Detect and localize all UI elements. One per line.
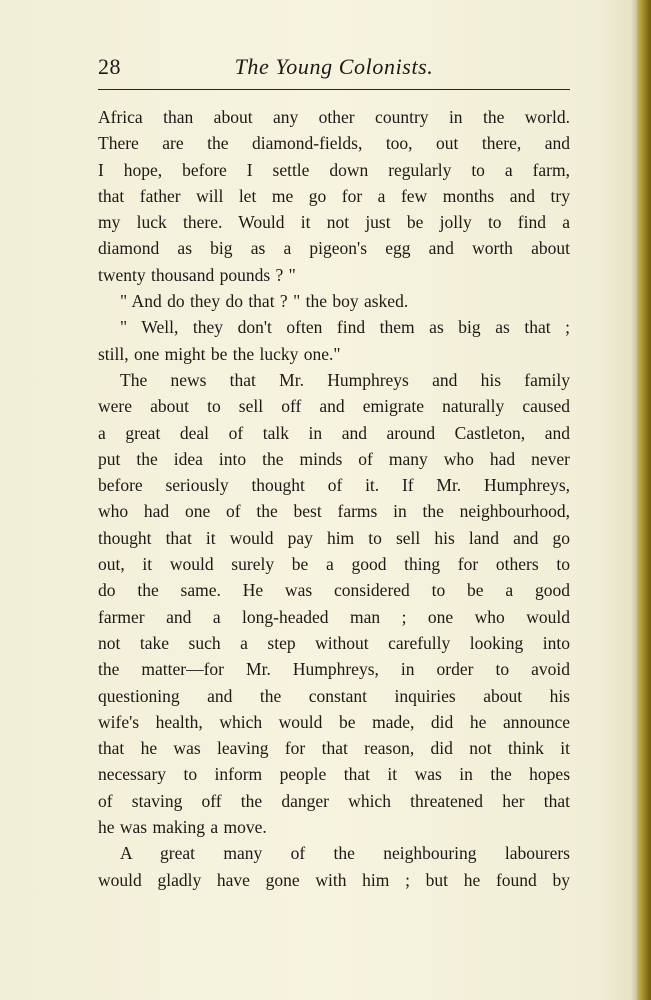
- text-line: The news that Mr. Humphreys and his family: [120, 369, 570, 390]
- text-line: " Well, they don't often find them as big as that ;: [120, 317, 570, 338]
- text-line: There are the diamond-fields, too, out there, and: [98, 133, 570, 154]
- text-line: who had one of the best farms in the neighbourhood,: [98, 501, 570, 522]
- text-line: that father will let me go for a few months and try: [98, 185, 570, 206]
- text-line: do the same. He was considered to be a good: [98, 580, 570, 601]
- text-line: would gladly have gone with him ; but he found by: [98, 869, 570, 890]
- header-rule: [98, 89, 570, 90]
- page-number: 28: [98, 54, 121, 79]
- book-spine: [637, 0, 651, 1000]
- text-line: I hope, before I settle down regularly to a farm,: [98, 159, 570, 180]
- text-line: diamond as big as a pigeon's egg and worth about: [98, 238, 570, 259]
- text-line: before seriously thought of it. If Mr. Humphreys,: [98, 475, 570, 496]
- text-line: " And do they do that ? " the boy asked.: [120, 291, 409, 312]
- text-line: out, it would surely be a good thing for others to: [98, 554, 570, 575]
- page-header: [98, 50, 570, 84]
- text-line: thought that it would pay him to sell his land and go: [98, 527, 570, 548]
- body-text: [98, 104, 570, 893]
- text-line: a great deal of talk in and around Castleton, and: [98, 422, 570, 443]
- text-line: wife's health, which would be made, did he announce: [98, 711, 570, 732]
- text-line: still, one might be the lucky one.": [98, 343, 341, 364]
- text-line: he was making a move.: [98, 817, 267, 838]
- text-line: of staving off the danger which threatened her that: [98, 790, 570, 811]
- text-line: were about to sell off and emigrate naturally caused: [98, 396, 570, 417]
- text-line: questioning and the constant inquiries about his: [98, 685, 570, 706]
- text-line: put the idea into the minds of many who had never: [98, 448, 570, 469]
- text-line: A great many of the neighbouring labourers: [120, 843, 570, 864]
- text-line: farmer and a long-headed man ; one who would: [98, 606, 570, 627]
- text-line: the matter—for Mr. Humphreys, in order to avoid: [98, 659, 570, 680]
- text-line: my luck there. Would it not just be jolly to find a: [98, 212, 570, 233]
- text-line: not take such a step without carefully looking into: [98, 632, 570, 653]
- text-line: Africa than about any other country in the world.: [98, 107, 570, 127]
- text-line: twenty thousand pounds ? ": [98, 264, 296, 285]
- text-line: that he was leaving for that reason, did not think it: [98, 738, 570, 759]
- text-line: necessary to inform people that it was in the hopes: [98, 764, 570, 785]
- running-title: The Young Colonists.: [234, 54, 434, 79]
